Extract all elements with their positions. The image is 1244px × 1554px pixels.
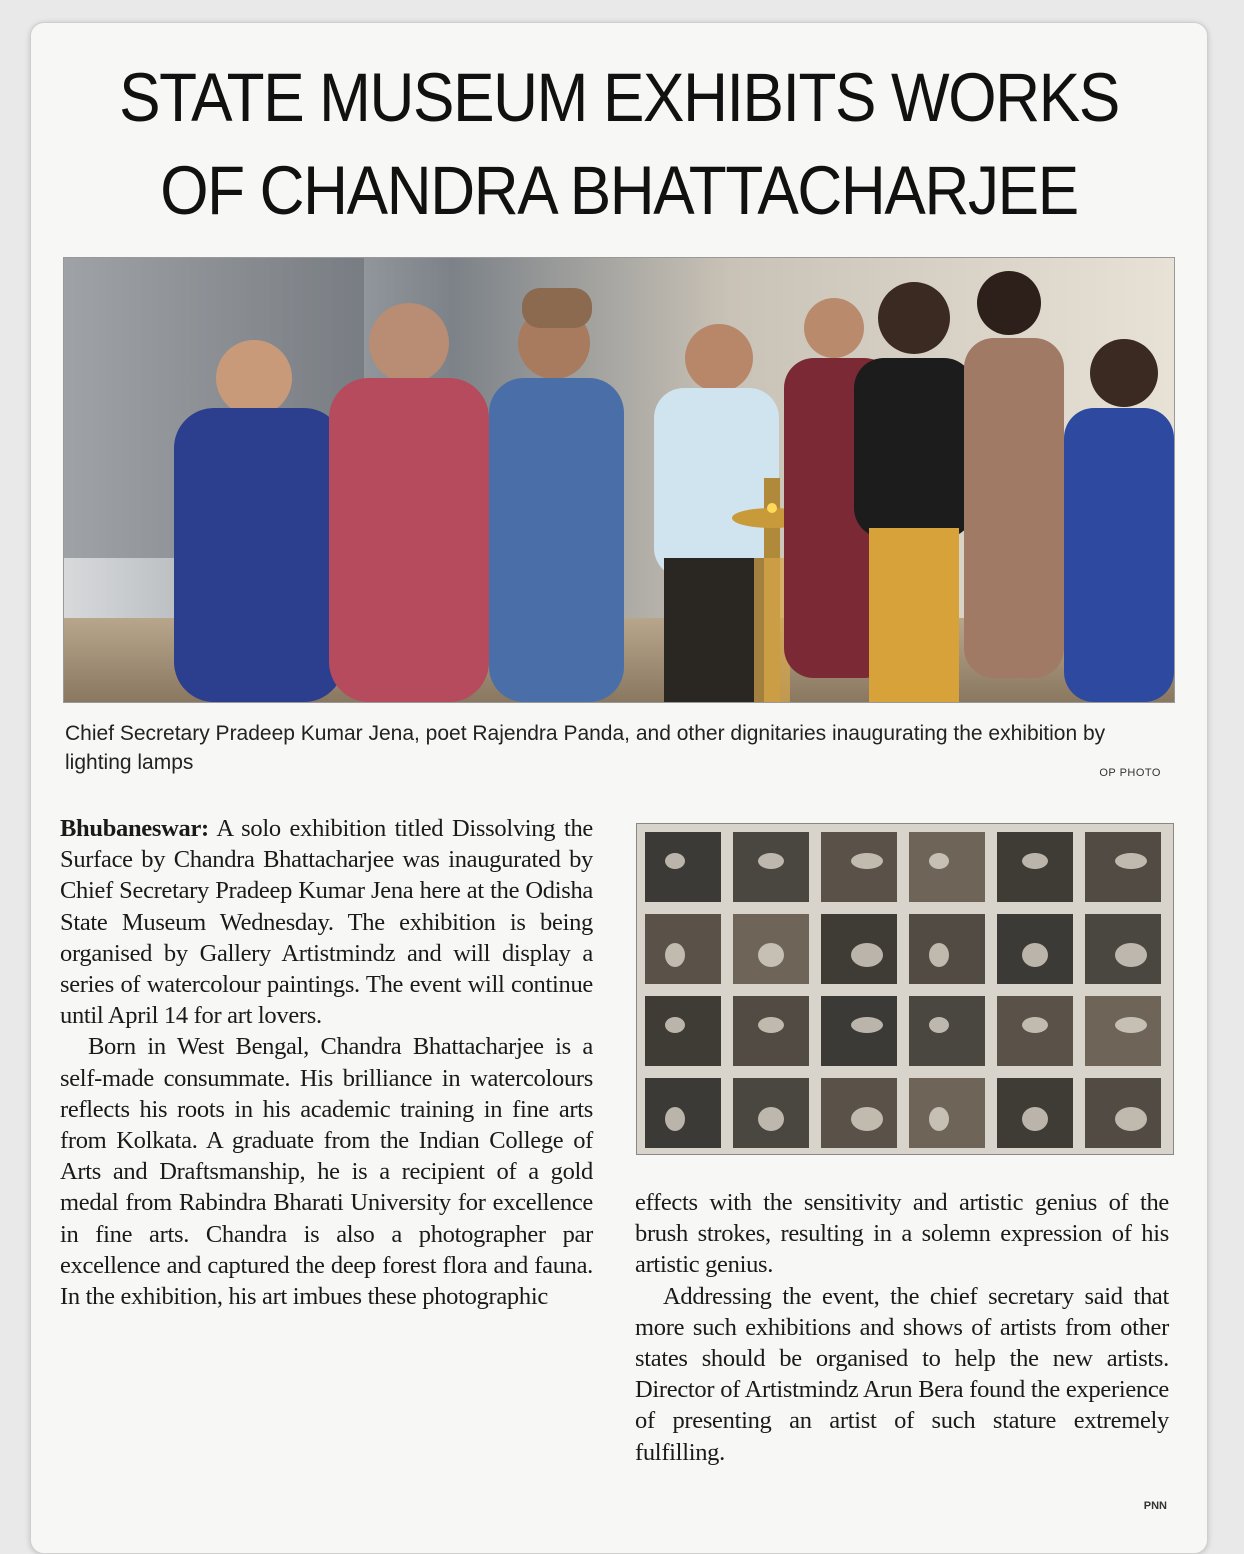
paragraph-2: Born in West Bengal, Chandra Bhattacharjee is a self-made consummate. His brilliance in watercolours reflects his roots in his academic training in fine arts from Kolkata. A graduate from the Indian College of Arts and Draftsmanship, he is a recipient of a gold medal from Rabindra Bharati University for excellence in fine arts. Chandra is also a photographer par excellence and captured the deep forest flora and fauna. In the exhibition, his art imbues these photographic: [60, 1033, 593, 1311]
painting-motif: [665, 1017, 685, 1033]
paragraph-1-text: A solo exhibition titled Dissolving the Surface by Chandra Bhattacharjee was inaugurated by Chief Secretary Pradeep Kumar Jena here at the Odisha State Museum Wednesday. The exhibition is being organised by Gallery Artistmindz and will display a series of watercolour paintings. The event will continue until April 14 for art lovers.: [60, 815, 593, 1030]
painting-motif: [1022, 1017, 1048, 1033]
painting-motif: [929, 1107, 949, 1131]
painting-motif: [851, 1017, 883, 1033]
paintings-grid-illustration: [637, 824, 1173, 1154]
painting-motif: [758, 1107, 784, 1131]
painting-tile: [645, 996, 721, 1066]
dateline: Bhubaneswar:: [60, 815, 209, 842]
painting-motif: [929, 853, 949, 869]
painting-motif: [1115, 943, 1147, 967]
photo-credit: OP PHOTO: [1099, 767, 1161, 779]
painting-motif: [1022, 943, 1048, 967]
painting-motif: [929, 943, 949, 967]
headline: [117, 51, 1121, 237]
painting-motif: [929, 1017, 949, 1033]
painting-motif: [665, 1107, 685, 1131]
painting-tile: [645, 832, 721, 902]
paragraph-1: [60, 813, 593, 1031]
painting-motif: [758, 1017, 784, 1033]
painting-tile: [909, 996, 985, 1066]
painting-motif: [758, 853, 784, 869]
paragraph-4: Addressing the event, the chief secretary said that more such exhibitions and shows of artists from other states should be organised to help the new artists. Director of Artistmindz Arun Bera found the experience of presenting an artist of such stature extremely fulfilling.: [635, 1282, 1169, 1466]
photo-caption: Chief Secretary Pradeep Kumar Jena, poet Rajendra Panda, and other dignitaries inaugurating the exhibition by lighting lamps: [65, 722, 1106, 774]
painting-motif: [1022, 853, 1048, 869]
painting-motif: [851, 1107, 883, 1131]
paintings-grid-photo: [636, 823, 1174, 1155]
painting-motif: [1115, 853, 1147, 869]
painting-motif: [1022, 1107, 1048, 1131]
painting-tile: [909, 832, 985, 902]
painting-motif: [851, 943, 883, 967]
painting-motif: [665, 853, 685, 869]
paragraph-3: effects with the sensitivity and artistic genius of the brush strokes, resulting in a solemn expression of his artistic genius.: [635, 1189, 1169, 1279]
article-column-left: [60, 813, 593, 1312]
event-photo-illustration: [64, 258, 1174, 702]
news-clipping: [30, 22, 1208, 1554]
event-photo: [63, 257, 1175, 703]
painting-motif: [1115, 1017, 1147, 1033]
painting-motif: [1115, 1107, 1147, 1131]
article-column-right: [635, 1187, 1169, 1468]
painting-motif: [758, 943, 784, 967]
headline-line-1: STATE MUSEUM EXHIBITS WORKS: [119, 59, 1119, 136]
painting-motif: [665, 943, 685, 967]
painting-motif: [851, 853, 883, 869]
headline-line-2: OF CHANDRA BHATTACHARJEE: [160, 152, 1078, 229]
agency-credit: PNN: [1143, 1500, 1167, 1512]
